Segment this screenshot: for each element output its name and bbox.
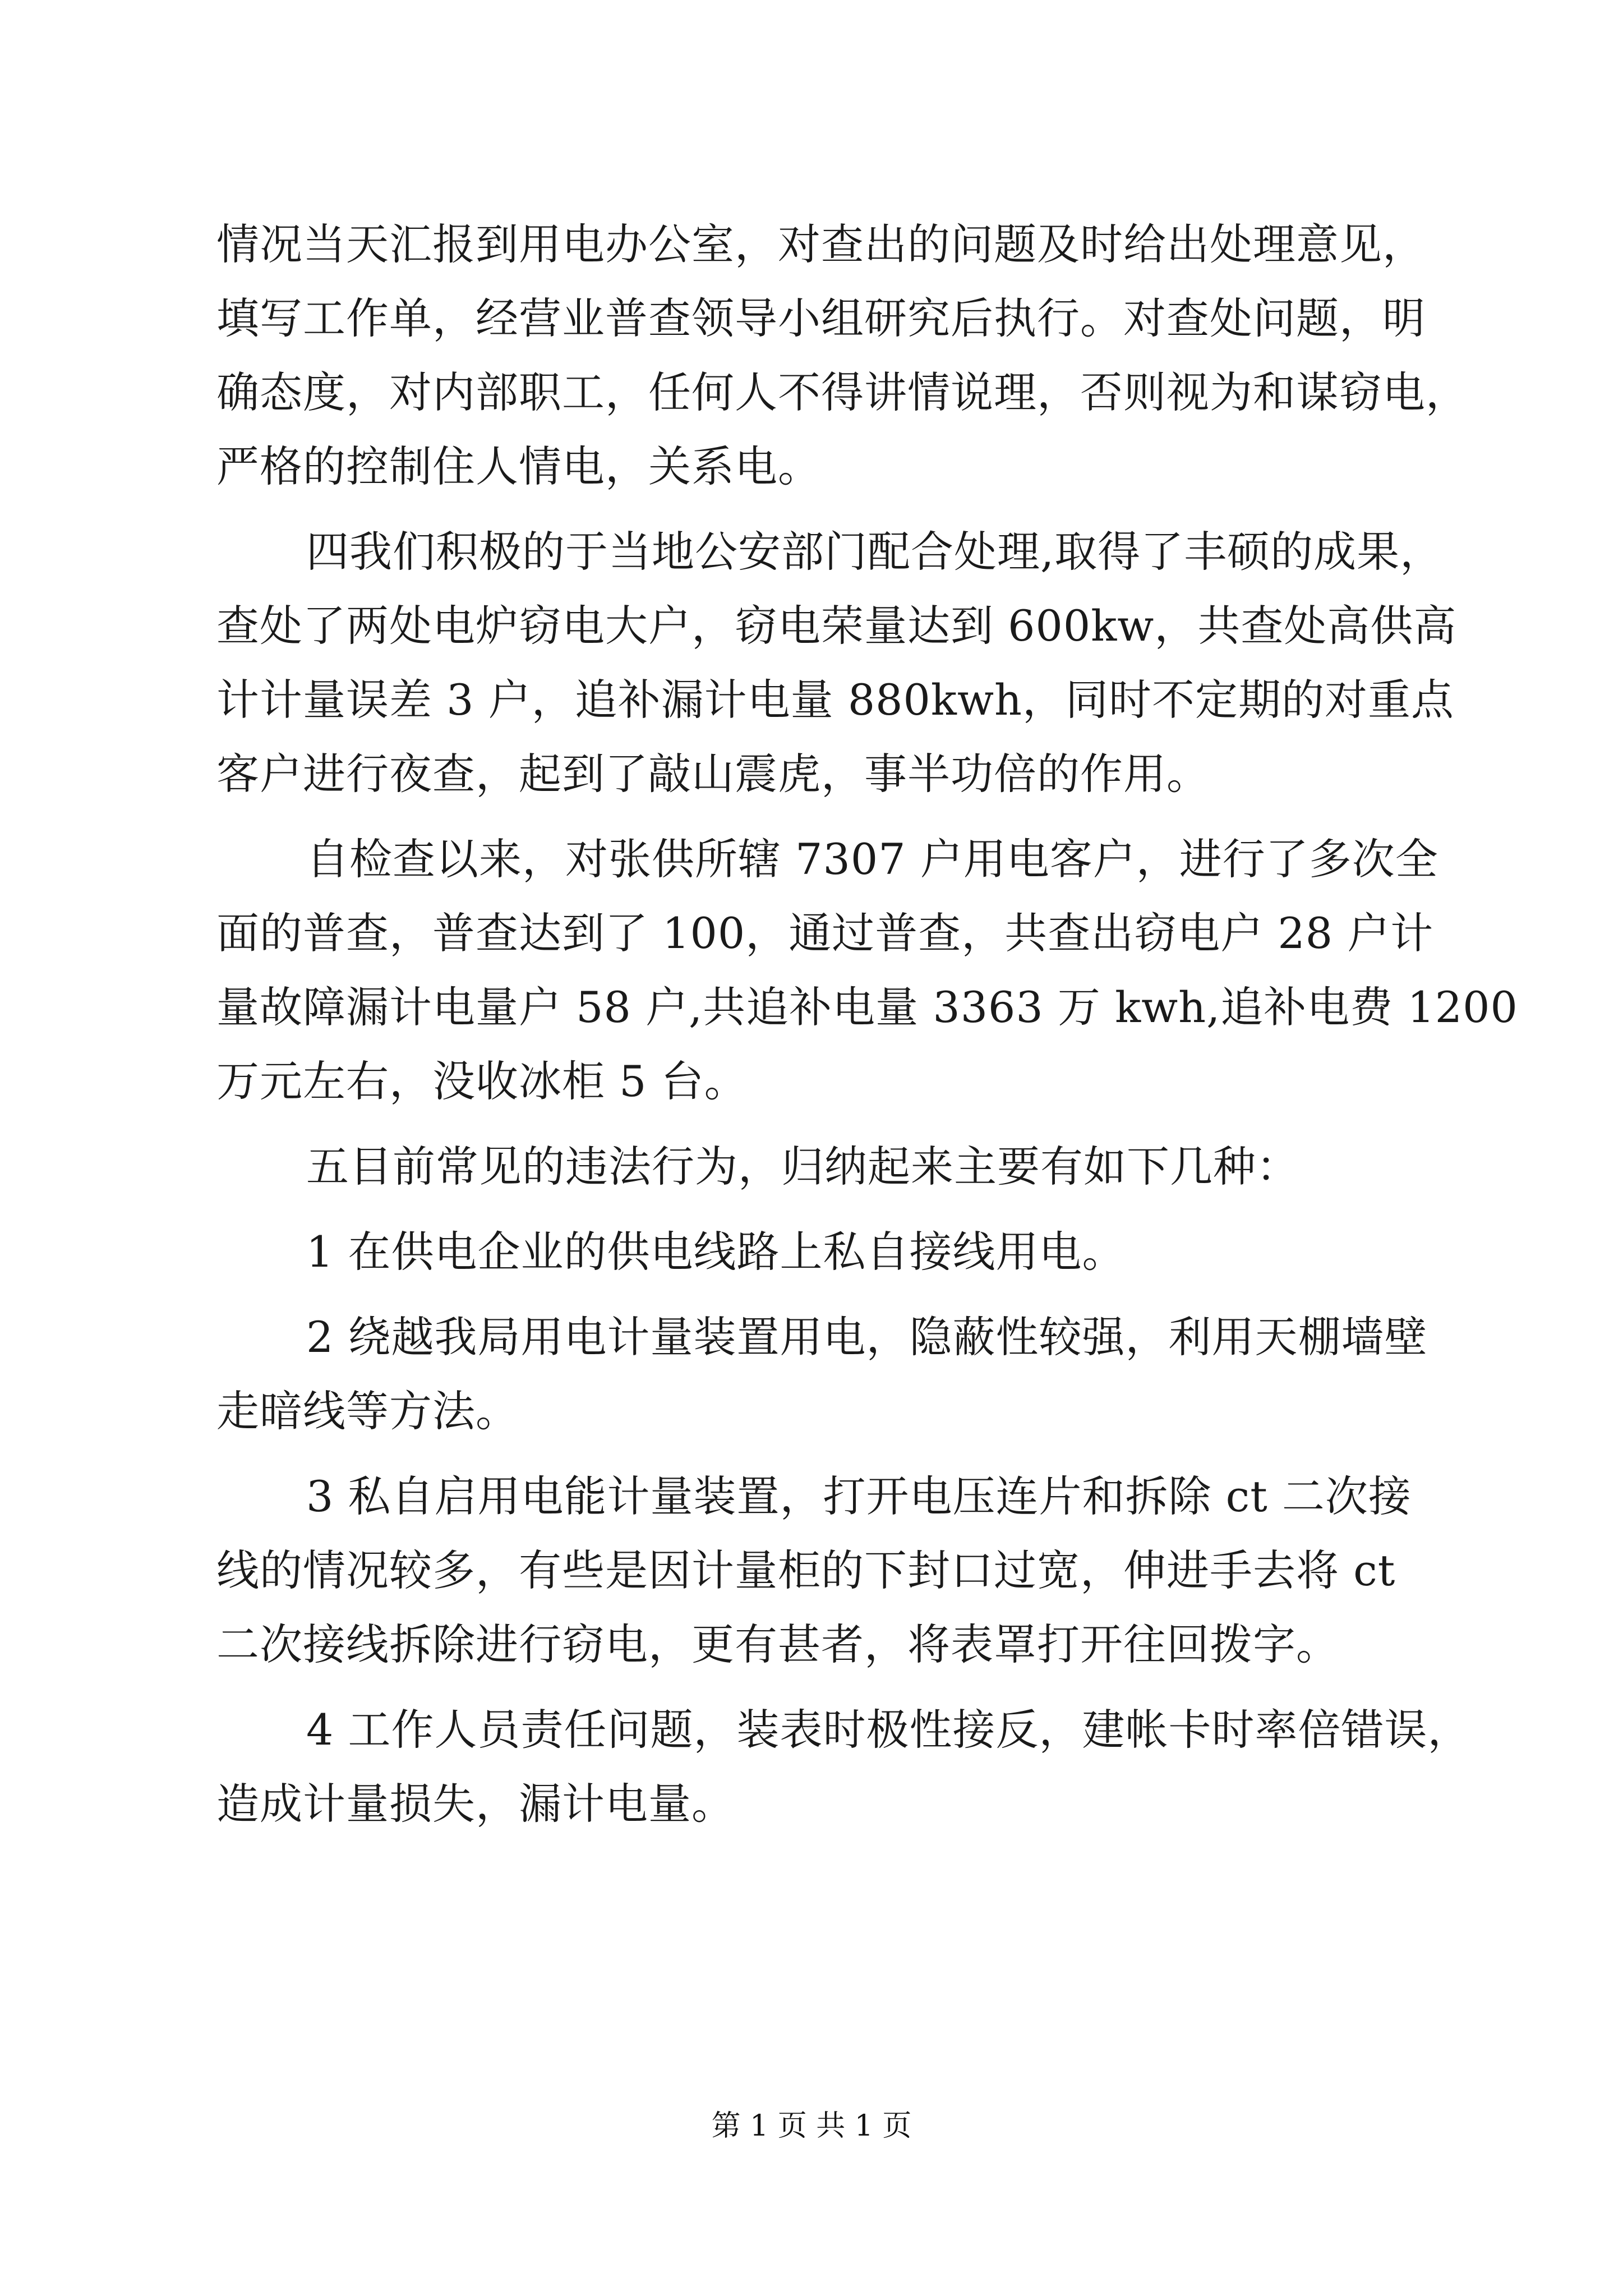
text-line: 1 在供电企业的供电线路上私自接线用电。 <box>306 1227 1126 1277</box>
text-line: 3 私自启用电能计量装置，打开电压连片和拆除 ct 二次接 <box>306 1471 1412 1521</box>
page-footer: 第 1 页 共 1 页 <box>711 2109 912 2143</box>
paragraph-2 <box>216 515 1457 811</box>
text-line: 万元左右，没收冰柜 5 台。 <box>216 1056 748 1106</box>
text-line: 二次接线拆除进行窃电，更有甚者，将表罩打开往回拨字。 <box>216 1619 1339 1669</box>
text-line: 严格的控制住人情电，关系电。 <box>216 441 821 491</box>
paragraph-3 <box>216 822 1518 1119</box>
text-line: 线的情况较多，有些是因计量柜的下封口过宽，伸进手去将 ct <box>216 1545 1396 1595</box>
text-line: 五目前常见的违法行为，归纳起来主要有如下几种： <box>306 1142 1299 1191</box>
text-line: 量故障漏计电量户 58 户,共追补电量 3363 万 kwh,追补电费 1200 <box>216 982 1518 1032</box>
paragraph-6 <box>216 1300 1428 1448</box>
text-line: 自检查以来，对张供所辖 7307 户用电客户，进行了多次全 <box>306 834 1438 884</box>
text-line: 计计量误差 3 户，追补漏计电量 880kwh，同时不定期的对重点 <box>216 675 1454 725</box>
text-line: 情况当天汇报到用电办公室，对查出的问题及时给出处理意见， <box>216 219 1426 269</box>
document-body <box>216 208 1518 1852</box>
paragraph-1 <box>216 208 1469 504</box>
text-line: 2 绕越我局用电计量装置用电，隐蔽性较强，利用天棚墙壁 <box>306 1312 1428 1362</box>
text-line: 造成计量损失，漏计电量。 <box>216 1779 735 1829</box>
paragraph-8 <box>216 1693 1471 1841</box>
paragraph-7 <box>216 1460 1422 1682</box>
text-line: 四我们积极的于当地公安部门配合处理,取得了丰硕的成果， <box>306 527 1444 577</box>
paragraph-5 <box>216 1215 1422 1289</box>
text-line: 查处了两处电炉窃电大户，窃电荣量达到 600kw，共查处高供高 <box>216 601 1457 651</box>
text-line: 填写工作单，经营业普查领导小组研究后执行。对查处问题，明 <box>216 293 1426 343</box>
text-line: 客户进行夜查，起到了敲山震虎，事半功倍的作用。 <box>216 749 1210 799</box>
paragraph-4 <box>216 1130 1422 1204</box>
text-line: 面的普查，普查达到了 100，通过普查，共查出窃电户 28 户计 <box>216 908 1434 958</box>
text-line: 走暗线等方法。 <box>216 1386 519 1436</box>
text-line: 确态度，对内部职工，任何人不得讲情说理，否则视为和谋窃电， <box>216 367 1469 417</box>
text-line: 4 工作人员责任问题，装表时极性接反，建帐卡时率倍错误， <box>306 1705 1471 1755</box>
